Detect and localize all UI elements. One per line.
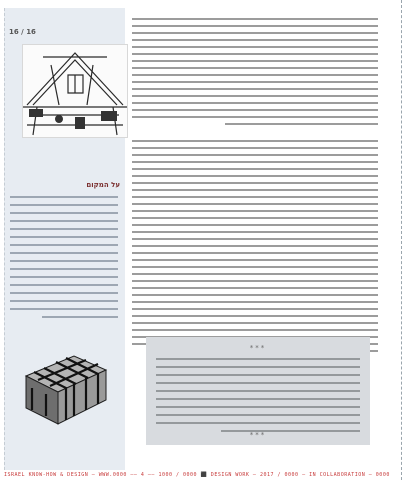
note-box	[146, 337, 370, 445]
footer-marks: ISRAEL KNOW-HOW & DESIGN — WWW.0000 —— 4 —— 1000 / 0000 ⬛ DESIGN WORK — 2017 / 0000 — IN COLLABORATION — 0000	[4, 472, 390, 478]
main-paragraph-2	[132, 140, 378, 352]
sidebar-text-block	[10, 196, 118, 324]
wrapped-box-illustration	[20, 348, 110, 428]
page-number: 16 / 16	[9, 28, 36, 36]
sidebar-heading: על המקום	[86, 181, 120, 189]
note-top-ornament: ***	[249, 344, 267, 352]
main-text-column	[132, 18, 378, 357]
attic-illustration	[22, 44, 128, 138]
note-bottom-ornament: ***	[249, 431, 267, 439]
print-marks-footer	[4, 471, 398, 480]
main-paragraph-1	[132, 18, 378, 125]
